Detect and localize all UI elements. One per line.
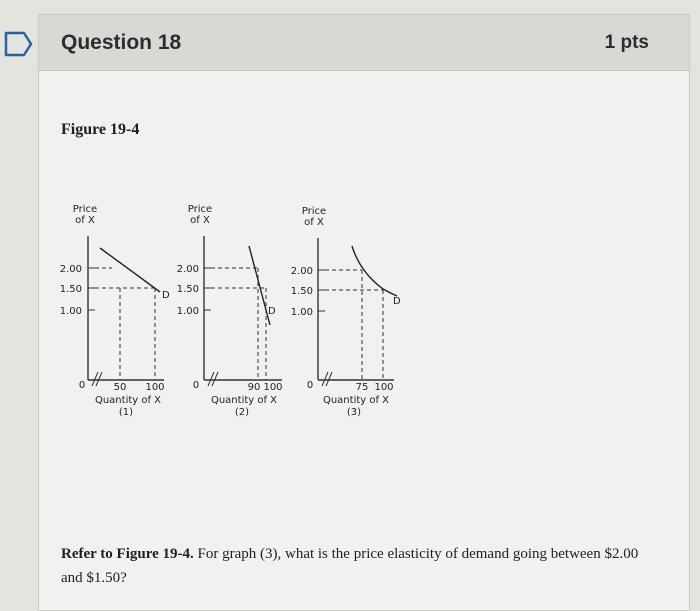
graph-1-x-tick-2: 100 bbox=[145, 382, 165, 393]
graph-3-y-label: Price bbox=[301, 206, 327, 217]
graph-2-origin: 0 bbox=[192, 380, 200, 391]
question-points: 1 pts bbox=[604, 32, 649, 53]
graph-1-tick-100: 1.00 bbox=[59, 306, 82, 317]
graph-1 bbox=[60, 204, 170, 418]
graph-3-tick-100: 1.00 bbox=[290, 307, 313, 318]
graph-1-y-label: Price bbox=[72, 204, 98, 215]
graph-2-x-tick-2: 100 bbox=[263, 382, 283, 393]
graph-3 bbox=[291, 206, 401, 418]
graph-1-tick-150: 1.50 bbox=[59, 284, 82, 295]
graph-2-x-tick-1: 90 bbox=[247, 382, 261, 393]
graph-1-demand-label: D bbox=[162, 290, 170, 301]
graph-2-caption: (2) bbox=[234, 407, 250, 418]
graph-1-tick-200: 2.00 bbox=[59, 264, 82, 275]
graph-3-caption: (3) bbox=[346, 407, 362, 418]
graph-1-caption: (1) bbox=[118, 407, 134, 418]
graph-3-demand-curve bbox=[352, 246, 397, 296]
graph-2-x-label: Quantity of X bbox=[210, 395, 278, 406]
question-body: For graph (3), what is the price elasticity of demand going between $2.00 and $1.50? bbox=[61, 546, 639, 586]
graph-2-tick-200: 2.00 bbox=[176, 264, 199, 275]
graph-3-x-tick-1: 75 bbox=[355, 382, 369, 393]
graph-1-demand-curve bbox=[100, 248, 160, 292]
graph-2-tick-150: 1.50 bbox=[176, 284, 199, 295]
graph-3-y-label-2: of X bbox=[304, 217, 324, 228]
graph-2-demand-curve bbox=[249, 246, 270, 325]
graph-2-demand-label: D bbox=[268, 306, 276, 317]
graph-1-x-label: Quantity of X bbox=[94, 395, 162, 406]
graph-2-y-label-2: of X bbox=[190, 215, 210, 226]
graph-3-demand-label: D bbox=[393, 296, 401, 307]
graph-3-tick-200: 2.00 bbox=[290, 266, 313, 277]
graph-2-y-label: Price bbox=[187, 204, 213, 215]
graph-3-origin: 0 bbox=[306, 380, 314, 391]
graph-3-x-tick-2: 100 bbox=[374, 382, 394, 393]
figure-title: Figure 19-4 bbox=[61, 121, 140, 138]
graph-3-x-label: Quantity of X bbox=[322, 395, 390, 406]
graph-1-origin: 0 bbox=[78, 380, 86, 391]
graph-2-tick-100: 1.00 bbox=[176, 306, 199, 317]
graph-2 bbox=[177, 204, 283, 418]
question-title: Question 18 bbox=[61, 31, 182, 54]
graph-3-tick-150: 1.50 bbox=[290, 286, 313, 297]
graph-1-y-label-2: of X bbox=[75, 215, 95, 226]
graph-1-x-tick-1: 50 bbox=[113, 382, 127, 393]
question-reference: Refer to Figure 19-4. bbox=[61, 546, 194, 562]
